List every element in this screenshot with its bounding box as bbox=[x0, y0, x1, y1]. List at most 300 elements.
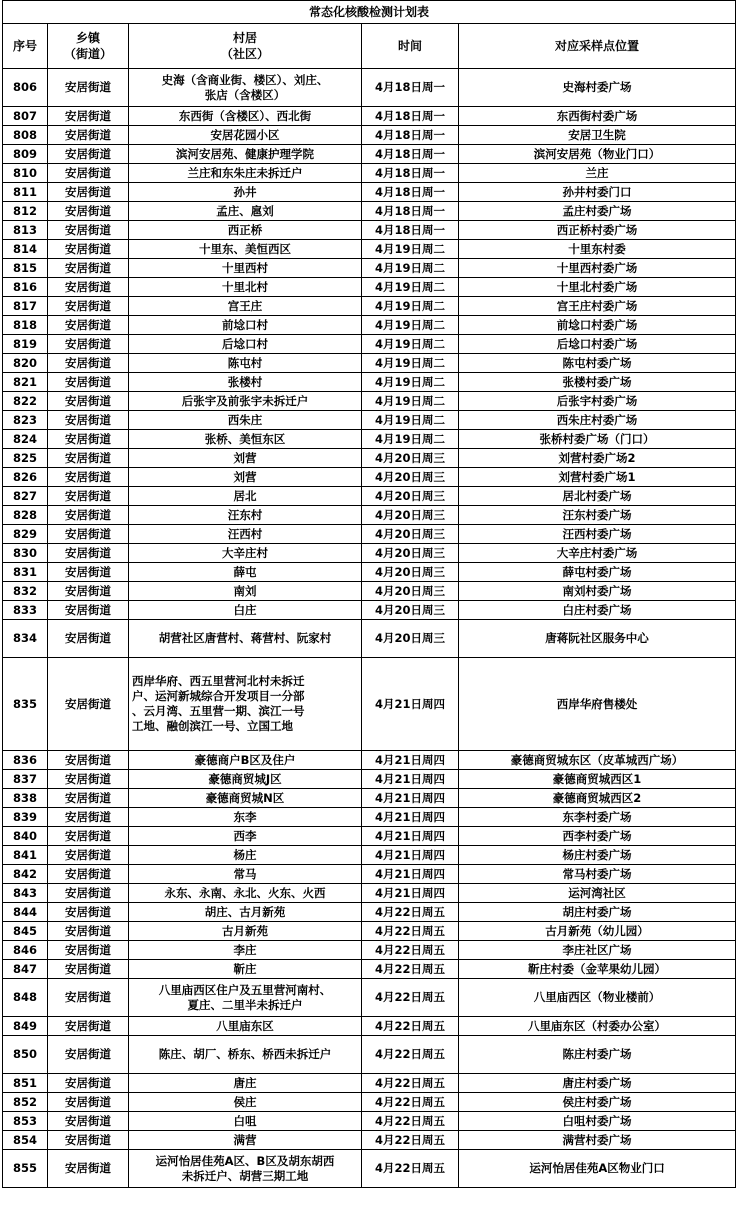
cell-no: 854 bbox=[3, 1131, 48, 1150]
table-row bbox=[3, 202, 736, 221]
cell-town: 安居街道 bbox=[48, 751, 129, 770]
cell-time: 4月18日周一 bbox=[362, 183, 459, 202]
cell-town: 安居街道 bbox=[48, 544, 129, 563]
cell-site: 古月新苑（幼儿园） bbox=[459, 922, 736, 941]
cell-time: 4月22日周五 bbox=[362, 1150, 459, 1188]
cell-village: 陈庄、胡厂、桥东、桥西未拆迁户 bbox=[129, 1036, 362, 1074]
cell-no: 853 bbox=[3, 1112, 48, 1131]
cell-village: 西岸华府、西五里营河北村未拆迁 户、运河新城综合开发项目一分部 、云月湾、五里营一期、滨江一号 工地、融创滨江一号、立国工地 bbox=[129, 658, 362, 751]
cell-time: 4月22日周五 bbox=[362, 922, 459, 941]
plan-sheet bbox=[2, 0, 735, 1188]
cell-time: 4月20日周三 bbox=[362, 544, 459, 563]
cell-town: 安居街道 bbox=[48, 1017, 129, 1036]
cell-town: 安居街道 bbox=[48, 354, 129, 373]
cell-time: 4月22日周五 bbox=[362, 1036, 459, 1074]
table-row bbox=[3, 903, 736, 922]
table-row bbox=[3, 1150, 736, 1188]
cell-no: 838 bbox=[3, 789, 48, 808]
table-row bbox=[3, 449, 736, 468]
table-row bbox=[3, 1036, 736, 1074]
cell-town: 安居街道 bbox=[48, 960, 129, 979]
cell-site: 汪西村委广场 bbox=[459, 525, 736, 544]
cell-village: 李庄 bbox=[129, 941, 362, 960]
cell-no: 814 bbox=[3, 240, 48, 259]
cell-village: 古月新苑 bbox=[129, 922, 362, 941]
cell-town: 安居街道 bbox=[48, 582, 129, 601]
cell-time: 4月20日周三 bbox=[362, 525, 459, 544]
cell-time: 4月18日周一 bbox=[362, 202, 459, 221]
cell-time: 4月22日周五 bbox=[362, 979, 459, 1017]
cell-town: 安居街道 bbox=[48, 259, 129, 278]
title-row bbox=[3, 1, 736, 24]
cell-time: 4月20日周三 bbox=[362, 449, 459, 468]
cell-village: 西朱庄 bbox=[129, 411, 362, 430]
cell-town: 安居街道 bbox=[48, 335, 129, 354]
cell-town: 安居街道 bbox=[48, 941, 129, 960]
cell-site: 居北村委广场 bbox=[459, 487, 736, 506]
cell-village: 后张宇及前张宇未拆迁户 bbox=[129, 392, 362, 411]
cell-town: 安居街道 bbox=[48, 1112, 129, 1131]
cell-no: 843 bbox=[3, 884, 48, 903]
cell-village: 十里北村 bbox=[129, 278, 362, 297]
cell-site: 东西街村委广场 bbox=[459, 107, 736, 126]
cell-no: 839 bbox=[3, 808, 48, 827]
cell-town: 安居街道 bbox=[48, 240, 129, 259]
cell-no: 824 bbox=[3, 430, 48, 449]
cell-time: 4月19日周二 bbox=[362, 335, 459, 354]
cell-site: 陈庄村委广场 bbox=[459, 1036, 736, 1074]
cell-site: 孟庄村委广场 bbox=[459, 202, 736, 221]
cell-no: 832 bbox=[3, 582, 48, 601]
cell-town: 安居街道 bbox=[48, 1036, 129, 1074]
cell-time: 4月21日周四 bbox=[362, 770, 459, 789]
table-row bbox=[3, 69, 736, 107]
cell-site: 南刘村委广场 bbox=[459, 582, 736, 601]
table-row bbox=[3, 430, 736, 449]
cell-village: 薛屯 bbox=[129, 563, 362, 582]
cell-time: 4月20日周三 bbox=[362, 620, 459, 658]
cell-time: 4月22日周五 bbox=[362, 1131, 459, 1150]
table-row bbox=[3, 297, 736, 316]
cell-site: 兰庄 bbox=[459, 164, 736, 183]
cell-time: 4月22日周五 bbox=[362, 903, 459, 922]
cell-town: 安居街道 bbox=[48, 468, 129, 487]
cell-no: 833 bbox=[3, 601, 48, 620]
header-row bbox=[3, 24, 736, 69]
table-row bbox=[3, 487, 736, 506]
cell-village: 前埝口村 bbox=[129, 316, 362, 335]
cell-site: 运河怡居佳苑A区物业门口 bbox=[459, 1150, 736, 1188]
cell-village: 兰庄和东朱庄未拆迁户 bbox=[129, 164, 362, 183]
cell-town: 安居街道 bbox=[48, 903, 129, 922]
table-row bbox=[3, 525, 736, 544]
cell-town: 安居街道 bbox=[48, 411, 129, 430]
table-row bbox=[3, 960, 736, 979]
cell-site: 孙井村委门口 bbox=[459, 183, 736, 202]
cell-village: 东西街（含楼区）、西北街 bbox=[129, 107, 362, 126]
cell-town: 安居街道 bbox=[48, 922, 129, 941]
cell-no: 826 bbox=[3, 468, 48, 487]
cell-time: 4月21日周四 bbox=[362, 827, 459, 846]
table-row bbox=[3, 183, 736, 202]
cell-time: 4月18日周一 bbox=[362, 221, 459, 240]
table-row bbox=[3, 751, 736, 770]
cell-village: 孙井 bbox=[129, 183, 362, 202]
cell-no: 816 bbox=[3, 278, 48, 297]
table-row bbox=[3, 373, 736, 392]
cell-time: 4月18日周一 bbox=[362, 145, 459, 164]
cell-town: 安居街道 bbox=[48, 808, 129, 827]
cell-village: 张楼村 bbox=[129, 373, 362, 392]
table-row bbox=[3, 468, 736, 487]
cell-town: 安居街道 bbox=[48, 979, 129, 1017]
cell-town: 安居街道 bbox=[48, 770, 129, 789]
cell-town: 安居街道 bbox=[48, 563, 129, 582]
cell-site: 唐庄村委广场 bbox=[459, 1074, 736, 1093]
cell-site: 刘营村委广场1 bbox=[459, 468, 736, 487]
cell-site: 十里东村委 bbox=[459, 240, 736, 259]
cell-site: 运河湾社区 bbox=[459, 884, 736, 903]
cell-site: 西李村委广场 bbox=[459, 827, 736, 846]
cell-town: 安居街道 bbox=[48, 601, 129, 620]
cell-site: 汪东村委广场 bbox=[459, 506, 736, 525]
table-row bbox=[3, 1093, 736, 1112]
cell-no: 847 bbox=[3, 960, 48, 979]
cell-no: 829 bbox=[3, 525, 48, 544]
cell-site: 八里庙东区（村委办公室） bbox=[459, 1017, 736, 1036]
table-row bbox=[3, 620, 736, 658]
cell-town: 安居街道 bbox=[48, 487, 129, 506]
cell-site: 后埝口村委广场 bbox=[459, 335, 736, 354]
table-title: 常态化核酸检测计划表 bbox=[3, 1, 736, 24]
cell-no: 827 bbox=[3, 487, 48, 506]
cell-village: 唐庄 bbox=[129, 1074, 362, 1093]
cell-no: 807 bbox=[3, 107, 48, 126]
cell-time: 4月20日周三 bbox=[362, 563, 459, 582]
table-row bbox=[3, 392, 736, 411]
cell-town: 安居街道 bbox=[48, 846, 129, 865]
cell-no: 819 bbox=[3, 335, 48, 354]
cell-village: 满营 bbox=[129, 1131, 362, 1150]
cell-site: 八里庙西区（物业楼前） bbox=[459, 979, 736, 1017]
cell-village: 东李 bbox=[129, 808, 362, 827]
cell-time: 4月19日周二 bbox=[362, 430, 459, 449]
cell-no: 825 bbox=[3, 449, 48, 468]
cell-time: 4月19日周二 bbox=[362, 316, 459, 335]
cell-site: 侯庄村委广场 bbox=[459, 1093, 736, 1112]
table-row bbox=[3, 145, 736, 164]
table-row bbox=[3, 259, 736, 278]
cell-time: 4月19日周二 bbox=[362, 373, 459, 392]
cell-village: 史海（含商业街、楼区）、刘庄、 张店（含楼区） bbox=[129, 69, 362, 107]
cell-town: 安居街道 bbox=[48, 789, 129, 808]
cell-site: 西岸华府售楼处 bbox=[459, 658, 736, 751]
cell-time: 4月19日周二 bbox=[362, 259, 459, 278]
cell-village: 安居花园小区 bbox=[129, 126, 362, 145]
cell-time: 4月18日周一 bbox=[362, 164, 459, 183]
cell-village: 八里庙东区 bbox=[129, 1017, 362, 1036]
cell-village: 白庄 bbox=[129, 601, 362, 620]
cell-site: 满营村委广场 bbox=[459, 1131, 736, 1150]
cell-time: 4月20日周三 bbox=[362, 487, 459, 506]
cell-site: 豪德商贸城东区（皮革城西广场） bbox=[459, 751, 736, 770]
cell-time: 4月22日周五 bbox=[362, 1112, 459, 1131]
cell-site: 十里西村委广场 bbox=[459, 259, 736, 278]
table-row bbox=[3, 107, 736, 126]
cell-time: 4月19日周二 bbox=[362, 240, 459, 259]
cell-no: 828 bbox=[3, 506, 48, 525]
cell-time: 4月19日周二 bbox=[362, 278, 459, 297]
cell-village: 后埝口村 bbox=[129, 335, 362, 354]
cell-site: 刘营村委广场2 bbox=[459, 449, 736, 468]
table-row bbox=[3, 544, 736, 563]
cell-time: 4月22日周五 bbox=[362, 1093, 459, 1112]
cell-time: 4月19日周二 bbox=[362, 411, 459, 430]
cell-village: 张桥、美恒东区 bbox=[129, 430, 362, 449]
cell-no: 817 bbox=[3, 297, 48, 316]
cell-site: 陈屯村委广场 bbox=[459, 354, 736, 373]
cell-no: 820 bbox=[3, 354, 48, 373]
cell-time: 4月21日周四 bbox=[362, 846, 459, 865]
table-row bbox=[3, 316, 736, 335]
cell-village: 居北 bbox=[129, 487, 362, 506]
table-row bbox=[3, 563, 736, 582]
cell-village: 刘营 bbox=[129, 468, 362, 487]
cell-village: 豪德商贸城J区 bbox=[129, 770, 362, 789]
cell-village: 西正桥 bbox=[129, 221, 362, 240]
cell-village: 杨庄 bbox=[129, 846, 362, 865]
cell-site: 李庄社区广场 bbox=[459, 941, 736, 960]
cell-town: 安居街道 bbox=[48, 183, 129, 202]
cell-town: 安居街道 bbox=[48, 1131, 129, 1150]
cell-no: 812 bbox=[3, 202, 48, 221]
cell-no: 831 bbox=[3, 563, 48, 582]
table-row bbox=[3, 335, 736, 354]
cell-no: 809 bbox=[3, 145, 48, 164]
cell-town: 安居街道 bbox=[48, 145, 129, 164]
cell-time: 4月18日周一 bbox=[362, 126, 459, 145]
cell-town: 安居街道 bbox=[48, 1093, 129, 1112]
cell-no: 855 bbox=[3, 1150, 48, 1188]
cell-no: 834 bbox=[3, 620, 48, 658]
cell-no: 846 bbox=[3, 941, 48, 960]
cell-village: 十里西村 bbox=[129, 259, 362, 278]
cell-town: 安居街道 bbox=[48, 126, 129, 145]
table-row bbox=[3, 411, 736, 430]
cell-no: 841 bbox=[3, 846, 48, 865]
cell-village: 孟庄、扈刘 bbox=[129, 202, 362, 221]
cell-village: 汪东村 bbox=[129, 506, 362, 525]
cell-time: 4月22日周五 bbox=[362, 1074, 459, 1093]
cell-town: 安居街道 bbox=[48, 107, 129, 126]
cell-time: 4月22日周五 bbox=[362, 1017, 459, 1036]
cell-village: 白咀 bbox=[129, 1112, 362, 1131]
cell-no: 806 bbox=[3, 69, 48, 107]
cell-village: 十里东、美恒西区 bbox=[129, 240, 362, 259]
cell-village: 靳庄 bbox=[129, 960, 362, 979]
cell-town: 安居街道 bbox=[48, 278, 129, 297]
cell-site: 西正桥村委广场 bbox=[459, 221, 736, 240]
cell-town: 安居街道 bbox=[48, 316, 129, 335]
cell-town: 安居街道 bbox=[48, 884, 129, 903]
cell-site: 前埝口村委广场 bbox=[459, 316, 736, 335]
header-village: 村居 （社区） bbox=[129, 24, 362, 69]
cell-no: 808 bbox=[3, 126, 48, 145]
cell-time: 4月19日周二 bbox=[362, 297, 459, 316]
table-row bbox=[3, 789, 736, 808]
cell-town: 安居街道 bbox=[48, 658, 129, 751]
cell-town: 安居街道 bbox=[48, 392, 129, 411]
table-row bbox=[3, 582, 736, 601]
cell-no: 850 bbox=[3, 1036, 48, 1074]
cell-village: 常马 bbox=[129, 865, 362, 884]
cell-no: 813 bbox=[3, 221, 48, 240]
cell-site: 白庄村委广场 bbox=[459, 601, 736, 620]
cell-village: 刘营 bbox=[129, 449, 362, 468]
table-row bbox=[3, 278, 736, 297]
cell-village: 南刘 bbox=[129, 582, 362, 601]
table-row bbox=[3, 922, 736, 941]
cell-no: 845 bbox=[3, 922, 48, 941]
table-row bbox=[3, 846, 736, 865]
header-time: 时间 bbox=[362, 24, 459, 69]
cell-site: 薛屯村委广场 bbox=[459, 563, 736, 582]
header-town: 乡镇 （街道） bbox=[48, 24, 129, 69]
cell-no: 822 bbox=[3, 392, 48, 411]
cell-town: 安居街道 bbox=[48, 506, 129, 525]
cell-site: 滨河安居苑（物业门口） bbox=[459, 145, 736, 164]
cell-time: 4月22日周五 bbox=[362, 941, 459, 960]
cell-village: 陈屯村 bbox=[129, 354, 362, 373]
cell-site: 宫王庄村委广场 bbox=[459, 297, 736, 316]
header-site: 对应采样点位置 bbox=[459, 24, 736, 69]
cell-no: 811 bbox=[3, 183, 48, 202]
cell-no: 849 bbox=[3, 1017, 48, 1036]
cell-town: 安居街道 bbox=[48, 202, 129, 221]
cell-no: 835 bbox=[3, 658, 48, 751]
cell-no: 840 bbox=[3, 827, 48, 846]
cell-village: 运河怡居佳苑A区、B区及胡东胡西 未拆迁户、胡营三期工地 bbox=[129, 1150, 362, 1188]
table-row bbox=[3, 808, 736, 827]
cell-no: 837 bbox=[3, 770, 48, 789]
cell-no: 848 bbox=[3, 979, 48, 1017]
cell-site: 张楼村委广场 bbox=[459, 373, 736, 392]
cell-site: 十里北村委广场 bbox=[459, 278, 736, 297]
cell-site: 豪德商贸城西区1 bbox=[459, 770, 736, 789]
table-row bbox=[3, 354, 736, 373]
cell-village: 永东、永南、永北、火东、火西 bbox=[129, 884, 362, 903]
cell-time: 4月18日周一 bbox=[362, 107, 459, 126]
cell-town: 安居街道 bbox=[48, 164, 129, 183]
cell-village: 胡营社区唐营村、蒋营村、阮家村 bbox=[129, 620, 362, 658]
cell-village: 宫王庄 bbox=[129, 297, 362, 316]
cell-time: 4月21日周四 bbox=[362, 658, 459, 751]
cell-no: 842 bbox=[3, 865, 48, 884]
cell-time: 4月20日周三 bbox=[362, 506, 459, 525]
table-row bbox=[3, 164, 736, 183]
cell-town: 安居街道 bbox=[48, 373, 129, 392]
cell-time: 4月21日周四 bbox=[362, 751, 459, 770]
cell-no: 836 bbox=[3, 751, 48, 770]
cell-village: 八里庙西区住户及五里营河南村、 夏庄、二里半未拆迁户 bbox=[129, 979, 362, 1017]
table-row bbox=[3, 865, 736, 884]
cell-time: 4月22日周五 bbox=[362, 960, 459, 979]
cell-town: 安居街道 bbox=[48, 221, 129, 240]
cell-time: 4月21日周四 bbox=[362, 789, 459, 808]
cell-site: 靳庄村委（金苹果幼儿园） bbox=[459, 960, 736, 979]
cell-town: 安居街道 bbox=[48, 827, 129, 846]
cell-site: 东李村委广场 bbox=[459, 808, 736, 827]
cell-site: 白咀村委广场 bbox=[459, 1112, 736, 1131]
cell-time: 4月19日周二 bbox=[362, 354, 459, 373]
cell-site: 张桥村委广场（门口） bbox=[459, 430, 736, 449]
cell-time: 4月21日周四 bbox=[362, 884, 459, 903]
cell-time: 4月18日周一 bbox=[362, 69, 459, 107]
cell-site: 胡庄村委广场 bbox=[459, 903, 736, 922]
cell-town: 安居街道 bbox=[48, 1074, 129, 1093]
cell-time: 4月21日周四 bbox=[362, 865, 459, 884]
cell-no: 844 bbox=[3, 903, 48, 922]
cell-village: 西李 bbox=[129, 827, 362, 846]
cell-site: 安居卫生院 bbox=[459, 126, 736, 145]
cell-time: 4月21日周四 bbox=[362, 808, 459, 827]
table-row bbox=[3, 1131, 736, 1150]
cell-time: 4月20日周三 bbox=[362, 468, 459, 487]
cell-no: 810 bbox=[3, 164, 48, 183]
plan-table bbox=[2, 0, 736, 1188]
cell-village: 大辛庄村 bbox=[129, 544, 362, 563]
table-row bbox=[3, 240, 736, 259]
cell-time: 4月20日周三 bbox=[362, 582, 459, 601]
cell-town: 安居街道 bbox=[48, 620, 129, 658]
cell-village: 豪德商贸城N区 bbox=[129, 789, 362, 808]
table-row bbox=[3, 658, 736, 751]
cell-site: 唐蒋阮社区服务中心 bbox=[459, 620, 736, 658]
cell-no: 818 bbox=[3, 316, 48, 335]
cell-site: 后张宇村委广场 bbox=[459, 392, 736, 411]
cell-no: 821 bbox=[3, 373, 48, 392]
cell-town: 安居街道 bbox=[48, 525, 129, 544]
cell-town: 安居街道 bbox=[48, 865, 129, 884]
cell-time: 4月20日周三 bbox=[362, 601, 459, 620]
table-row bbox=[3, 979, 736, 1017]
cell-site: 豪德商贸城西区2 bbox=[459, 789, 736, 808]
table-body bbox=[3, 69, 736, 1188]
cell-town: 安居街道 bbox=[48, 69, 129, 107]
cell-no: 852 bbox=[3, 1093, 48, 1112]
cell-village: 侯庄 bbox=[129, 1093, 362, 1112]
cell-town: 安居街道 bbox=[48, 297, 129, 316]
table-row bbox=[3, 884, 736, 903]
table-row bbox=[3, 1074, 736, 1093]
table-row bbox=[3, 126, 736, 145]
table-row bbox=[3, 601, 736, 620]
cell-town: 安居街道 bbox=[48, 449, 129, 468]
cell-no: 851 bbox=[3, 1074, 48, 1093]
cell-site: 大辛庄村委广场 bbox=[459, 544, 736, 563]
cell-town: 安居街道 bbox=[48, 430, 129, 449]
cell-site: 杨庄村委广场 bbox=[459, 846, 736, 865]
cell-site: 常马村委广场 bbox=[459, 865, 736, 884]
cell-time: 4月19日周二 bbox=[362, 392, 459, 411]
cell-site: 史海村委广场 bbox=[459, 69, 736, 107]
table-row bbox=[3, 941, 736, 960]
table-row bbox=[3, 827, 736, 846]
cell-no: 815 bbox=[3, 259, 48, 278]
table-row bbox=[3, 770, 736, 789]
cell-village: 豪德商户B区及住户 bbox=[129, 751, 362, 770]
cell-village: 胡庄、古月新苑 bbox=[129, 903, 362, 922]
